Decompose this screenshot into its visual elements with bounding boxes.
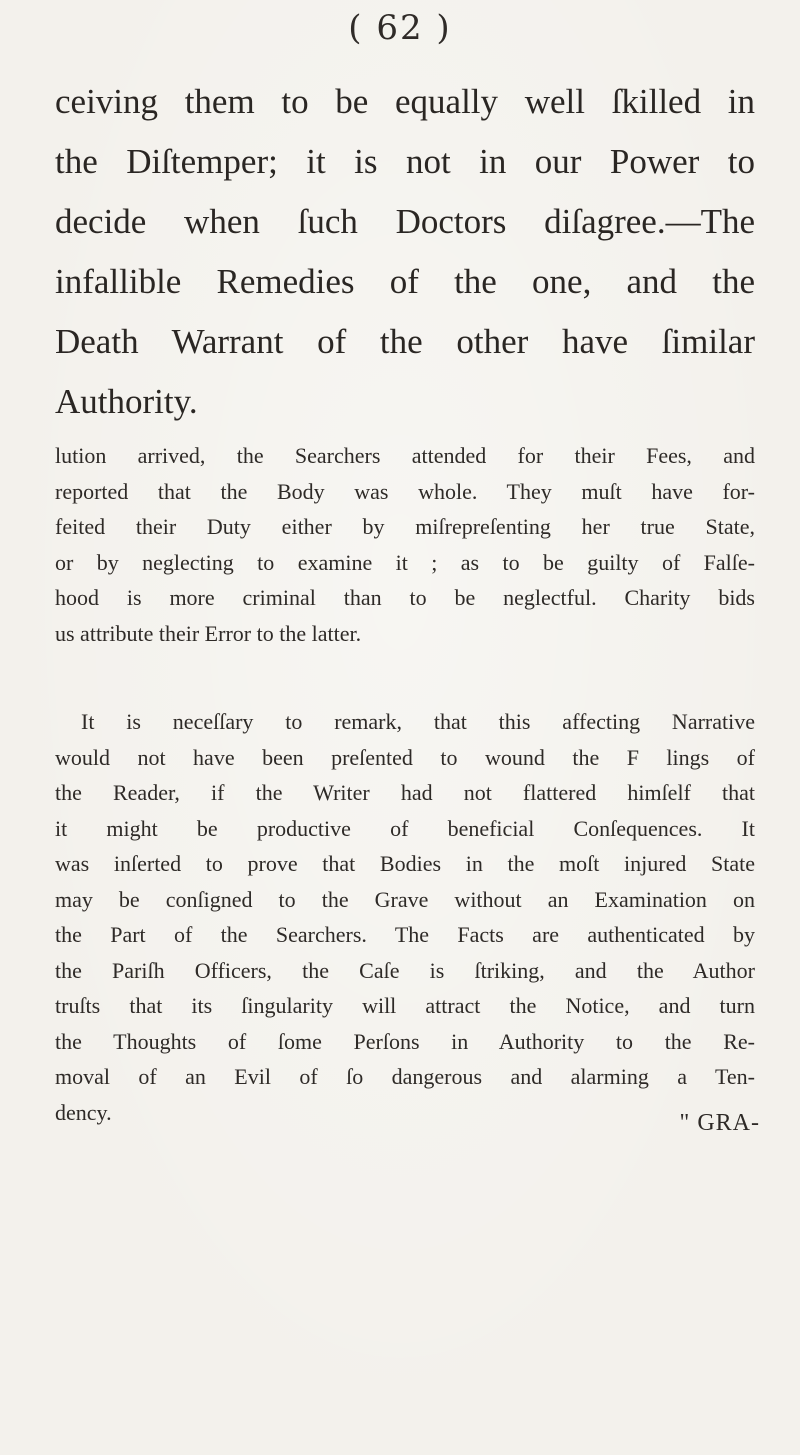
footnote-line: may be conſigned to the Grave without an Examination on	[55, 886, 755, 912]
footnote-line: moval of an Evil of ſo dangerous and alarming a Ten-	[55, 1064, 755, 1089]
footnote-line: it might be productive of beneficial Conſequences. It	[55, 815, 755, 841]
footnote-line: feited their Duty either by miſrepreſenting her true State,	[55, 514, 755, 539]
text-line: ceiving them to be equally well ſkilled in	[55, 82, 755, 121]
footnote-line: was inſerted to prove that Bodies in the moſt injured State	[55, 851, 755, 876]
page-number: ( 62 )	[348, 8, 452, 48]
text-line: Authority.	[55, 382, 198, 421]
footnote-line: the Part of the Searchers. The Facts are authenticated by	[55, 922, 755, 947]
footnote-line: truſts that its ſingularity will attract the Notice, and turn	[55, 993, 755, 1018]
footnote-line: dency.	[55, 1099, 112, 1125]
footnote-line: It is neceſſary to remark, that this affecting Narrative	[81, 709, 755, 734]
text-line: infallible Remedies of the one, and the	[55, 262, 755, 301]
main-paragraph	[55, 72, 755, 432]
text-line: Death Warrant of the other have ſimilar	[55, 322, 755, 361]
footnote-line: lution arrived, the Searchers attended for their Fees, and	[55, 443, 755, 468]
footnote-line: hood is more criminal than to be neglectful. Charity bids	[55, 585, 755, 610]
footnote-line: the Reader, if the Writer had not flattered himſelf that	[55, 780, 755, 805]
footnote-line: us attribute their Error to the latter.	[55, 620, 362, 646]
catchword: " GRA-	[679, 1110, 760, 1136]
footnote-paragraph-1	[55, 438, 755, 651]
footnote-line: the Pariſh Officers, the Caſe is ſtriking, and the Author	[55, 957, 755, 983]
footnote-line: the Thoughts of ſome Perſons in Authority to the Re-	[55, 1028, 755, 1054]
footnote-paragraph-2	[55, 704, 755, 1130]
footnote-line: reported that the Body was whole. They muſt have for-	[55, 478, 755, 504]
text-line: the Diſtemper; it is not in our Power to	[55, 142, 755, 181]
text-line: decide when ſuch Doctors diſagree.—The	[55, 202, 755, 241]
footnote-line: or by neglecting to examine it ; as to be guilty of Falſe-	[55, 549, 755, 575]
footnote-line: would not have been preſented to wound the F lings of	[55, 744, 755, 770]
